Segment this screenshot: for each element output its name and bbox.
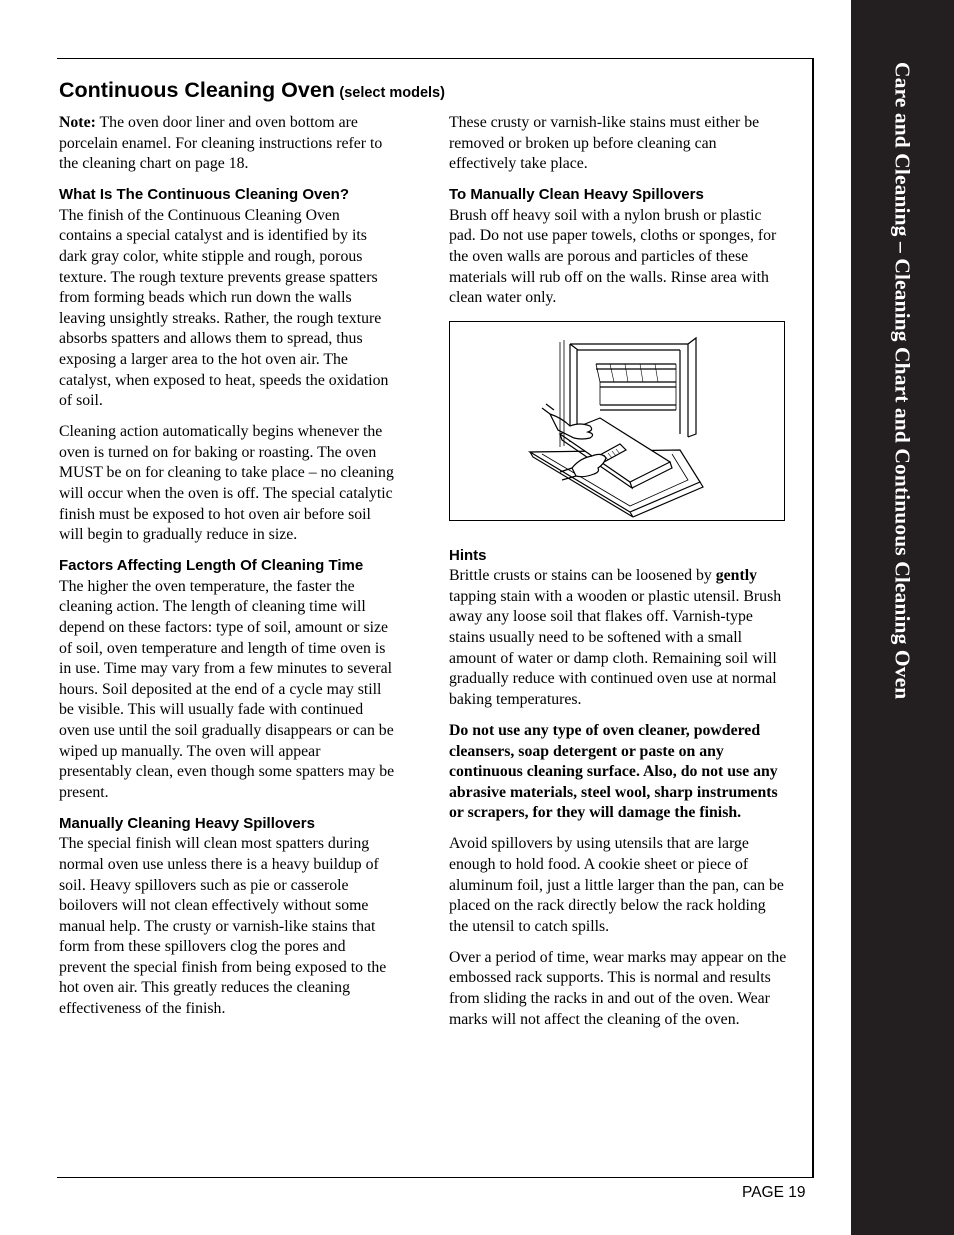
oven-cleaning-illustration [449, 321, 785, 521]
section-heading-to-manually-clean: To Manually Clean Heavy Spillovers [449, 186, 704, 204]
page-number: PAGE 19 [742, 1184, 806, 1201]
top-rule [57, 58, 813, 59]
hints-text-bold: gently [715, 567, 757, 585]
paragraph: Cleaning action automatically begins whenever the oven is turned on for baking or roasting. The oven MUST be on for cleaning to take place – no cleaning will occur when the oven is off. The special catalytic finish must be exposed to hot oven air before soil will begin to gradually reduce in size. [59, 423, 394, 544]
section-heading-hints: Hints [449, 546, 487, 564]
oven-brush-icon [450, 322, 784, 520]
note-label: Note: [59, 114, 96, 131]
hints-text-before: Brittle crusts or stains can be loosened by [449, 567, 716, 585]
paragraph: Brush off heavy soil with a nylon brush or plastic pad. Do not use paper towels, cloths or sponges, for the oven walls are porous and particles of these materials will rub off on the walls. Rinse area with clean water only. [449, 206, 777, 307]
paragraph: These crusty or varnish-like stains must either be removed or broken up before cleaning can effectively take place. [449, 114, 760, 173]
warning-paragraph [449, 721, 787, 824]
page-title-subtitle: (select models) [339, 85, 445, 101]
hints-paragraph [449, 566, 787, 710]
paragraph: Avoid spillovers by using utensils that are large enough to hold food. A cookie sheet or piece of aluminum foil, just a little larger than the pan, can be placed on the rack directly below the rack holding the utensil to catch spills. [449, 835, 784, 935]
right-rule [812, 58, 814, 1178]
left-column [59, 113, 395, 1030]
warning-text: Do not use any type of oven cleaner, powdered cleansers, soap detergent or paste on any continuous cleaning surface. Also, do not use any abrasive materials, steel wool, sharp instruments or scrapers, for they will damage the finish. [449, 721, 778, 822]
section-heading-what-is: What Is The Continuous Cleaning Oven? [59, 186, 350, 204]
section-heading-manually-cleaning: Manually Cleaning Heavy Spillovers [59, 814, 315, 832]
paragraph: The finish of the Continuous Cleaning Oven contains a special catalyst and is identified by its dark gray color, white stipple and rough, porous texture. The rough texture prevents grease spatters from forming beads which run down the walls leaving unsightly streaks. Rather, the rough texture absorbs spatters and allows them to spread, thus exposing a larger area to the hot oven air. The catalyst, when exposed to heat, speeds the oxidation of soil. [59, 206, 389, 410]
paragraph: The special finish will clean most spatters during normal oven use unless there is a heavy buildup of soil. Heavy spillovers such as pie or casserole boilovers will not clean effectively without some manual help. The crusty or varnish-like stains that form from these spillovers clog the pores and prevent the special finish from being exposed to the hot oven air. This greatly reduces the cleaning effectiveness of the finish. [59, 835, 387, 1018]
note-text: The oven door liner and oven bottom are porcelain enamel. For cleaning instructions refer to the cleaning chart on page 18. [59, 114, 383, 173]
hints-text-after: tapping stain with a wooden or plastic utensil. Brush away any loose soil that flakes off. Varnish-type stains usually need to be softened with a small amount of water or damp cloth. Remaining soil will gradually reduce with continued oven use at normal baking temperatures. [449, 587, 782, 708]
note-paragraph [59, 113, 395, 175]
section-heading-factors: Factors Affecting Length Of Cleaning Time [59, 557, 364, 575]
bottom-rule [57, 1177, 814, 1178]
sidebar-title-text: Care and Cleaning – Cleaning Chart and Continuous Cleaning Oven [890, 62, 915, 700]
page-title [59, 78, 519, 103]
paragraph: The higher the oven temperature, the faster the cleaning action. The length of cleaning time will depend on these factors: type of soil, amount or size of soil, oven temperature and length of time oven is in use. Time may vary from a few minutes to several hours. Soil deposited at the end of a cycle may still be visible. This will usually fade with continued oven use until the soil gradually disappears or can be wiped up manually. The oven will appear presentably clean, even though some spatters may be present. [59, 577, 395, 801]
right-column [449, 113, 787, 1041]
paragraph: Over a period of time, wear marks may appear on the embossed rack supports. This is normal and results from sliding the racks in and out of the oven. Wear marks will not affect the cleaning of the oven. [449, 948, 787, 1028]
page-title-main: Continuous Cleaning Oven [59, 78, 335, 102]
